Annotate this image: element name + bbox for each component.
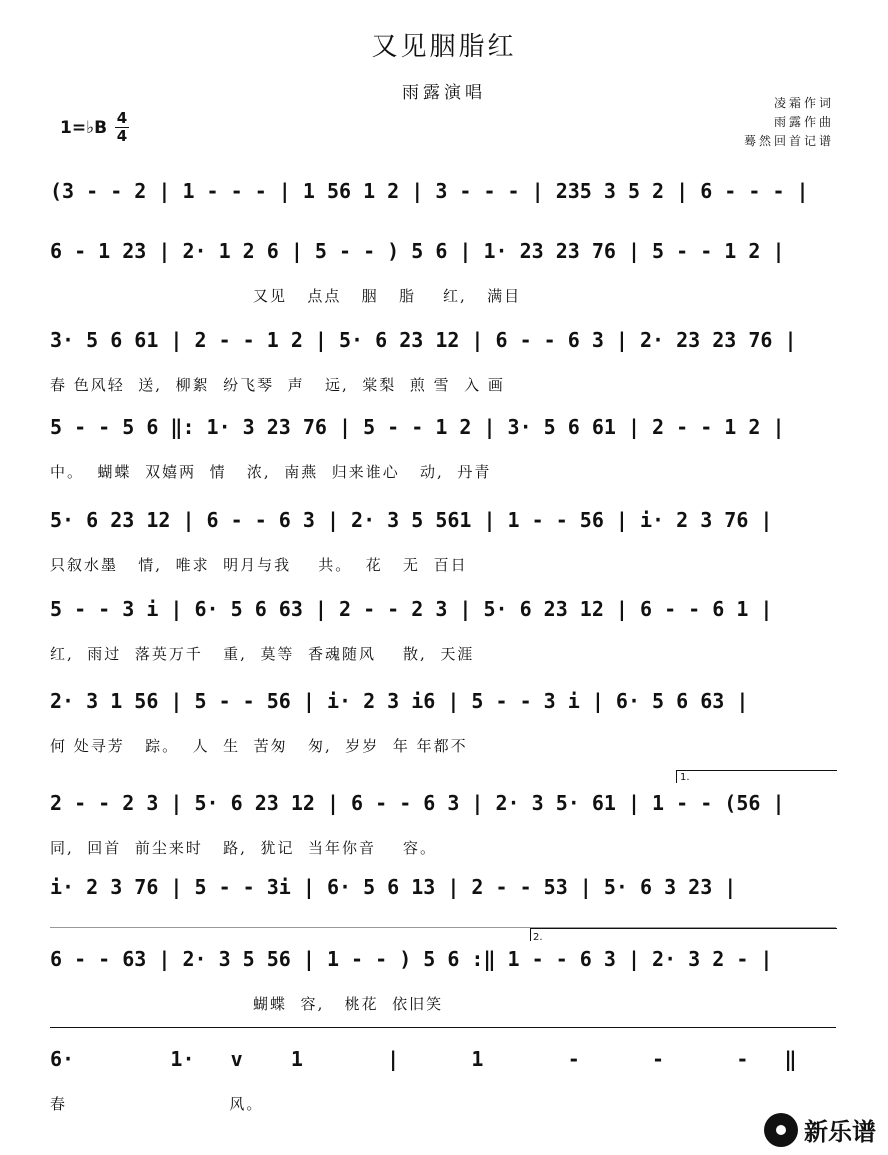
lyric-line: 红, 雨过 落英万千 重, 莫等 香魂随风 散, 天涯 bbox=[50, 645, 475, 663]
volta-1-label: 1. bbox=[680, 772, 690, 783]
notes-line: 5 - - 5 6 ‖: 1· 3 23 76 | 5 - - 1 2 | 3· 5 6 61 | 2 - - 1 2 | bbox=[50, 415, 785, 439]
volta-2-continuation-line bbox=[50, 1027, 836, 1028]
notes-line: 2· 3 1 56 | 5 - - 56 | i· 2 3 i6 | 5 - - 3 i | 6· 5 6 63 | bbox=[50, 689, 749, 713]
volta-1-bracket bbox=[676, 770, 837, 783]
composer-credit: 雨露作曲 bbox=[773, 115, 834, 129]
lyric-line: 何 处寻芳 踪。 人 生 苦匆 匆, 岁岁 年 年都不 bbox=[50, 737, 468, 755]
lyric-line: 春 风。 bbox=[50, 1095, 264, 1113]
lyric-line: 又见 点点 胭 脂 红, 满目 bbox=[50, 287, 522, 305]
notes-line: 6· 1· v 1 | 1 - - - ‖ bbox=[50, 1047, 797, 1071]
lyric-line: 中。 蝴蝶 双嬉两 情 浓, 南燕 归来谁心 动, 丹青 bbox=[50, 463, 492, 481]
score-subtitle: 雨露演唱 bbox=[402, 83, 486, 103]
volta-2-label: 2. bbox=[533, 932, 543, 943]
vinyl-record-icon bbox=[764, 1113, 798, 1147]
notes-line: 6 - 1 23 | 2· 1 2 6 | 5 - - ) 5 6 | 1· 23 23 76 | 5 - - 1 2 | bbox=[50, 239, 785, 263]
site-logo bbox=[764, 1112, 876, 1147]
lyric-line: 蝴蝶 容, 桃花 依旧笑 bbox=[50, 995, 444, 1013]
meter-bottom: 4 bbox=[116, 127, 128, 145]
notes-line: 5 - - 3 i | 6· 5 6 63 | 2 - - 2 3 | 5· 6 23 12 | 6 - - 6 1 | bbox=[50, 597, 773, 621]
meter-top: 4 bbox=[116, 109, 128, 127]
credits-block bbox=[744, 94, 834, 151]
lyric-line: 春 色风轻 送, 柳絮 纷飞琴 声 远, 棠梨 煎 雪 入 画 bbox=[50, 376, 505, 394]
notes-line: (3 - - 2 | 1 - - - | 1 56 1 2 | 3 - - - | 235 3 5 2 | 6 - - - | bbox=[50, 179, 809, 203]
time-signature bbox=[114, 110, 130, 145]
lyricist-credit: 凌霜作词 bbox=[773, 96, 834, 110]
notes-line: 5· 6 23 12 | 6 - - 6 3 | 2· 3 5 561 | 1 - - 56 | i· 2 3 76 | bbox=[50, 508, 773, 532]
notes-line: i· 2 3 76 | 5 - - 3i | 6· 5 6 13 | 2 - - 53 | 5· 6 3 23 | bbox=[50, 875, 737, 899]
lyric-line: 只叙水墨 情, 唯求 明月与我 共。 花 无 百日 bbox=[50, 556, 468, 574]
notes-line: 2 - - 2 3 | 5· 6 23 12 | 6 - - 6 3 | 2· 3 5· 61 | 1 - - (56 | bbox=[50, 791, 785, 815]
notation-credit: 蓦然回首记谱 bbox=[743, 134, 834, 148]
notes-line: 6 - - 63 | 2· 3 5 56 | 1 - - ) 5 6 :‖ 1 - - 6 3 | 2· 3 2 - | bbox=[50, 947, 773, 971]
notes-line: 3· 5 6 61 | 2 - - 1 2 | 5· 6 23 12 | 6 - - 6 3 | 2· 23 23 76 | bbox=[50, 328, 797, 352]
volta-2-bracket bbox=[530, 928, 837, 941]
lyric-line: 同, 回首 前尘来时 路, 犹记 当年你音 容。 bbox=[50, 839, 438, 857]
logo-text: 新乐谱 bbox=[804, 1118, 876, 1146]
key-signature: 1=♭B bbox=[60, 118, 108, 138]
score-title: 又见胭脂红 bbox=[371, 32, 517, 62]
